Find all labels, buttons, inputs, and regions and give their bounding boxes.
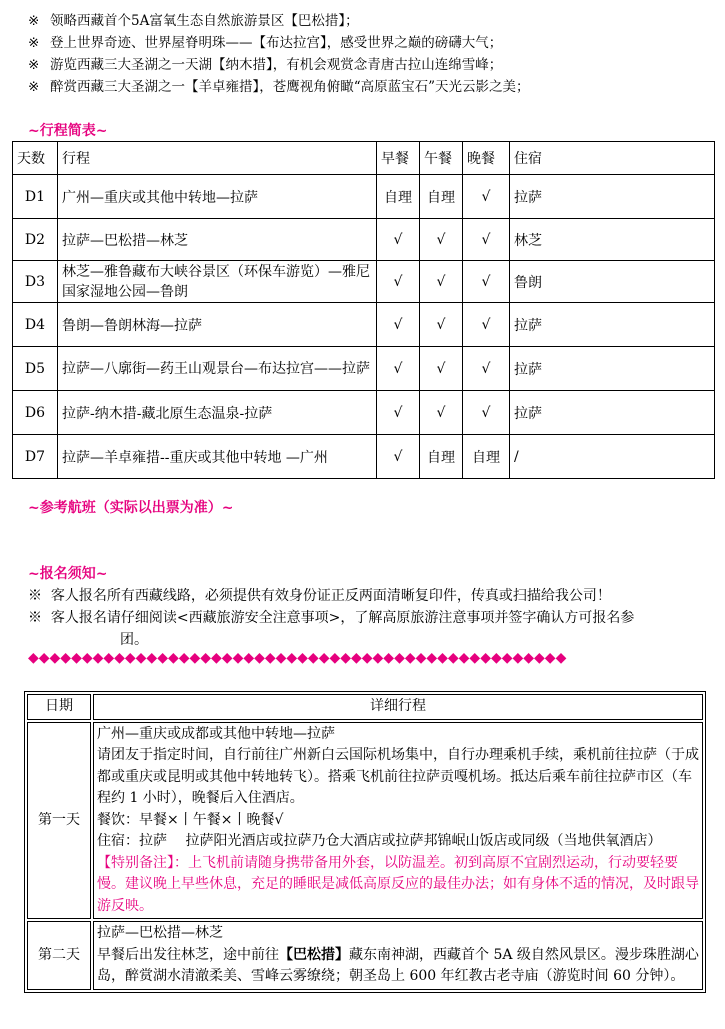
col-date: 日期 bbox=[27, 694, 91, 720]
signup-heading: ~报名须知~ bbox=[28, 566, 108, 582]
detail-itinerary-table bbox=[24, 691, 706, 993]
table-row: D2 拉萨—巴松措—林芝 √ √ √ 林芝 bbox=[13, 219, 715, 261]
intro-item: ※ 登上世界奇迹、世界屋脊明珠——【布达拉宫】，感受世界之巅的磅礴大气； bbox=[28, 35, 503, 51]
intro-highlights bbox=[28, 10, 718, 98]
intro-item: ※ 游览西藏三大圣湖之一天湖【纳木措】，有机会观赏念青唐古拉山连绵雪峰； bbox=[28, 57, 503, 73]
table-row: D4 鲁朗—鲁朗林海—拉萨 √ √ √ 拉萨 bbox=[13, 303, 715, 347]
col-dinner: 晚餐 bbox=[463, 142, 510, 175]
itinerary-table bbox=[12, 141, 715, 479]
day-meals: 餐饮：早餐×丨午餐×丨晚餐√ bbox=[97, 811, 284, 828]
col-breakfast: 早餐 bbox=[377, 142, 420, 175]
intro-item: ※ 领略西藏首个5A富氧生态自然旅游景区【巴松措】； bbox=[28, 13, 359, 29]
col-detail: 详细行程 bbox=[93, 694, 703, 720]
special-note: 【特别备注】：上飞机前请随身携带备用外套，以防温差。初到高原不宜剧烈运动，行动要轻要慢。建议晚上早些休息，充足的睡眠是减低高原反应的最佳办法；如有身体不适的情况，及时跟导游反映。 bbox=[97, 854, 699, 914]
note-item: 团。 bbox=[120, 632, 148, 648]
day-title: 广州—重庆或成都或其他中转地—拉萨 bbox=[97, 725, 335, 742]
table-row: D3 林芝—雅鲁藏布大峡谷景区（环保车游览）—雅尼国家湿地公园—鲁朗 √ √ √ 鲁朗 bbox=[13, 261, 715, 303]
table-header-row bbox=[13, 142, 715, 175]
day-body: 早餐后出发往林芝，途中前往【巴松措】藏东南神湖，西藏首个 5A 级自然风景区。漫步珠胜湖心岛，醉赏湖水清澈柔美、雪峰云雾缭绕；朝圣岛上 600 年红教古老寺庙（游览时间 60 分钟）。 bbox=[97, 946, 699, 984]
table-row: D1 广州—重庆或其他中转地—拉萨 自理 自理 √ 拉萨 bbox=[13, 175, 715, 219]
col-day: 天数 bbox=[13, 142, 58, 175]
table-row bbox=[27, 722, 703, 920]
signup-notes bbox=[28, 585, 708, 651]
intro-item: ※ 醉赏西藏三大圣湖之一【羊卓雍措】，苍鹰视角俯瞰“高原蓝宝石”天光云影之美； bbox=[28, 79, 530, 95]
day-label: 第一天 bbox=[27, 722, 91, 920]
table-row: D7 拉萨—羊卓雍措--重庆或其他中转地 —广州 √ 自理 自理 / bbox=[13, 435, 715, 479]
itinerary-heading: ~行程简表~ bbox=[28, 123, 108, 139]
day-detail bbox=[93, 722, 703, 920]
table-row: D6 拉萨-纳木措-藏北原生态温泉-拉萨 √ √ √ 拉萨 bbox=[13, 391, 715, 435]
col-stay: 住宿 bbox=[510, 142, 715, 175]
col-route: 行程 bbox=[58, 142, 377, 175]
table-row: D5 拉萨—八廓街—药王山观景台—布达拉宫——拉萨 √ √ √ 拉萨 bbox=[13, 347, 715, 391]
day-body: 请团友于指定时间，自行前往广州新白云国际机场集中，自行办理乘机手续，乘机前往拉萨（于成都或重庆或昆明或其他中转地转飞）。搭乘飞机前往拉萨贡嘎机场。抵达后乘车前往拉萨市区（车程约 1 小时），晚餐后入住酒店。 bbox=[97, 747, 699, 806]
day-detail bbox=[93, 921, 703, 990]
highlight-spot: 【巴松措】 bbox=[279, 946, 349, 963]
note-item: ※ 客人报名所有西藏线路，必须提供有效身份证正反两面清晰复印件，传真或扫描给我公司！ bbox=[28, 588, 611, 604]
table-row bbox=[27, 921, 703, 990]
col-lunch: 午餐 bbox=[420, 142, 463, 175]
diamond-divider: ◆◆◆◆◆◆◆◆◆◆◆◆◆◆◆◆◆◆◆◆◆◆◆◆◆◆◆◆◆◆◆◆◆◆◆◆◆◆◆◆◆◆◆◆◆◆◆◆◆◆ bbox=[28, 650, 567, 666]
table-header-row bbox=[27, 694, 703, 720]
day-label: 第二天 bbox=[27, 921, 91, 990]
note-item: ※ 客人报名请仔细阅读<西藏旅游安全注意事项>，了解高原旅游注意事项并签字确认方可报名参 bbox=[28, 610, 635, 626]
flights-heading: ~参考航班（实际以出票为准）~ bbox=[28, 500, 234, 516]
day-title: 拉萨—巴松措—林芝 bbox=[97, 925, 223, 941]
day-stay: 住宿：拉萨 拉萨阳光酒店或拉萨乃仓大酒店或拉萨邦锦岷山饭店或同级（当地供氧酒店） bbox=[97, 833, 662, 849]
